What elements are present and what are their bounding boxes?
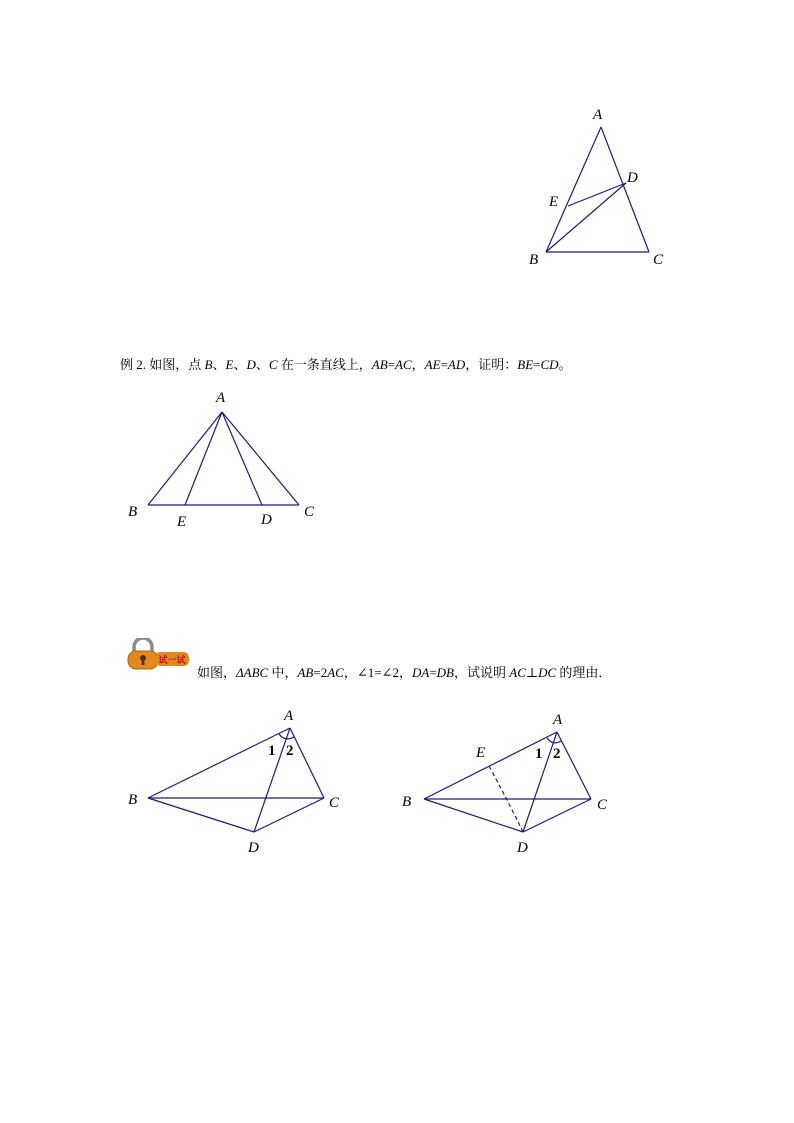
- segment-ed: [568, 183, 626, 206]
- label-d: D: [261, 512, 272, 528]
- figure-triangle-abc-ed: [520, 100, 680, 275]
- label-a: A: [553, 712, 563, 728]
- label-b: B: [529, 252, 539, 268]
- segment-ac: [222, 412, 299, 505]
- label-e: E: [476, 745, 486, 761]
- label-b: B: [128, 504, 138, 520]
- label-a: A: [284, 708, 294, 724]
- angle-1-label: 1: [535, 746, 543, 762]
- label-e: E: [549, 194, 559, 210]
- segment-bd: [424, 799, 523, 832]
- segment-ab: [148, 412, 222, 505]
- figure-example-2: [120, 385, 330, 535]
- badge-label: 试一试: [158, 656, 186, 666]
- label-a: A: [593, 107, 603, 123]
- angle-2-label: 2: [286, 743, 294, 759]
- segment-bd: [148, 798, 254, 832]
- label-b: B: [128, 792, 138, 808]
- label-e: E: [177, 514, 187, 530]
- angle-1-label: 1: [268, 743, 276, 759]
- label-d: D: [517, 840, 528, 856]
- label-d: D: [627, 170, 638, 186]
- label-d: D: [248, 840, 259, 856]
- segment-ac: [290, 728, 324, 798]
- segment-ad: [222, 412, 262, 505]
- segment-ac: [557, 732, 591, 799]
- segment-ba: [148, 728, 290, 798]
- figure-practice-left: [120, 700, 360, 865]
- practice-statement: 如图，ΔABC 中，AB=2AC，∠1=∠2，DA=DB，试说明 AC⊥DC 的理由．: [197, 665, 612, 680]
- segment-ae: [185, 412, 222, 505]
- label-b: B: [402, 794, 412, 810]
- label-c: C: [304, 504, 315, 520]
- example-2-statement: 例 2. 如图，点 B、E、D、C 在一条直线上，AB=AC，AE=AD，证明：BE=CD。: [120, 357, 572, 372]
- figure-practice-right: [395, 705, 635, 865]
- label-c: C: [597, 797, 608, 813]
- label-c: C: [329, 795, 340, 811]
- lock-icon: [125, 638, 191, 672]
- angle-2-label: 2: [553, 746, 561, 762]
- label-c: C: [653, 252, 664, 268]
- segment-ab: [546, 127, 601, 252]
- label-a: A: [216, 390, 226, 406]
- segment-dc: [523, 799, 591, 832]
